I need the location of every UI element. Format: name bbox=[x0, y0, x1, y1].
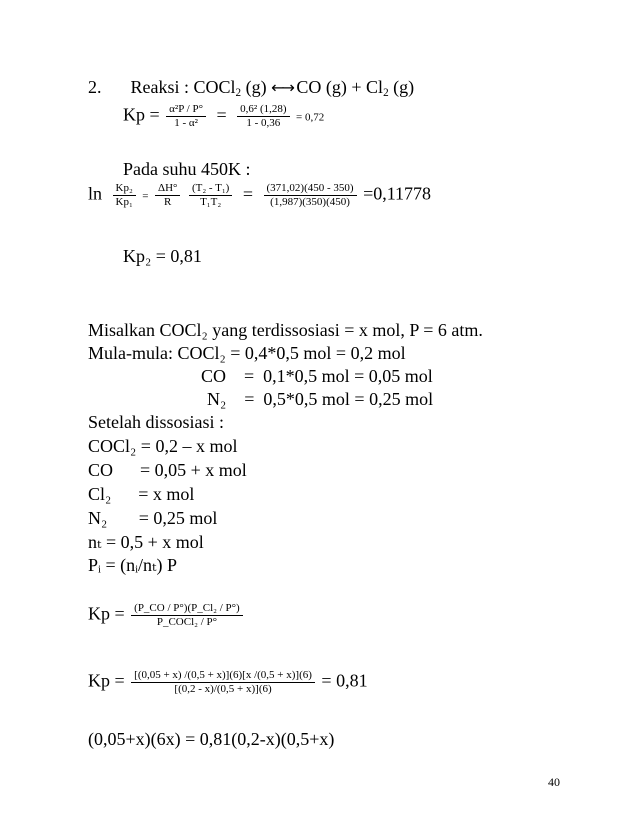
final-equation: (0,05+x)(6x) = 0,81(0,2-x)(0,5+x) bbox=[88, 729, 335, 749]
ln-frac4-den: (1,987)(350)(450) bbox=[270, 196, 350, 208]
page-number: 40 bbox=[548, 775, 560, 789]
reaction-phase: (g) bbox=[241, 77, 267, 97]
after-co-line: CO = 0,05 + x mol bbox=[88, 460, 247, 480]
kp1-lhs: Kp = bbox=[123, 104, 160, 125]
reaction-sub: 2 bbox=[235, 86, 242, 99]
kp4-frac bbox=[131, 670, 315, 695]
ln-frac1-den: Kp₁ bbox=[115, 196, 133, 208]
ln-frac3-den: T₁T₂ bbox=[200, 196, 222, 208]
kp1-frac2-num: 0,6² (1,28) bbox=[237, 104, 289, 117]
kp1-result: = 0,72 bbox=[296, 111, 325, 124]
ln-label: ln bbox=[88, 183, 103, 204]
after-cl2-line: Cl₂ = x mol bbox=[88, 484, 195, 504]
kp3-num: (P_CO / P°)(P_Cl₂ / P°) bbox=[131, 603, 243, 616]
ln-frac2 bbox=[155, 183, 180, 208]
kp3-den: P_COCl₂ / P° bbox=[156, 616, 218, 628]
total-moles-line: nₜ = 0,5 + x mol bbox=[88, 532, 204, 552]
reaction-label: Reaksi : COCl bbox=[130, 77, 236, 97]
kp2-line: Kp₂ = 0,81 bbox=[123, 246, 202, 266]
initial-n2-line: N₂ = 0,5*0,5 mol = 0,25 mol bbox=[207, 389, 434, 409]
initial-co-line: CO = 0,1*0,5 mol = 0,05 mol bbox=[201, 366, 433, 386]
reaction-right-phase: (g) bbox=[388, 77, 415, 97]
ln-result: =0,11778 bbox=[363, 183, 432, 204]
ln-frac3 bbox=[189, 183, 232, 208]
ln-frac1-num: Kp₂ bbox=[113, 183, 136, 196]
temperature-line: Pada suhu 450K : bbox=[123, 159, 251, 179]
kp4-lhs: Kp = bbox=[88, 670, 125, 691]
ln-eq2: = bbox=[242, 183, 253, 204]
kp3-lhs: Kp = bbox=[88, 603, 125, 624]
kp1-frac2 bbox=[237, 104, 289, 129]
item-number: 2. bbox=[88, 77, 102, 97]
kp-equation-3 bbox=[88, 603, 245, 628]
initial-cocl2-line: Mula-mula: COCl₂ = 0,4*0,5 mol = 0,2 mol bbox=[88, 343, 406, 363]
after-dissociation-line: Setelah dissosiasi : bbox=[88, 412, 224, 432]
kp-equation-4 bbox=[88, 670, 368, 695]
ln-frac2-num: ΔH° bbox=[155, 183, 180, 196]
kp4-result: = 0,81 bbox=[321, 670, 368, 691]
after-cocl2-line: COCl₂ = 0,2 – x mol bbox=[88, 436, 238, 456]
double-arrow-icon: ←→ bbox=[271, 78, 292, 97]
partial-pressure-line: Pᵢ = (nᵢ/nₜ) P bbox=[88, 555, 177, 575]
reaction-right: CO (g) + Cl bbox=[296, 77, 384, 97]
kp1-eq: = bbox=[216, 104, 227, 125]
kp1-frac1-den: 1 - α² bbox=[174, 117, 198, 129]
kp-equation-1 bbox=[123, 104, 324, 129]
after-n2-line: N₂ = 0,25 mol bbox=[88, 508, 218, 528]
assumption-line: Misalkan COCl₂ yang terdissosiasi = x mol, P = 6 atm. bbox=[88, 320, 483, 340]
ln-frac2-den: R bbox=[164, 196, 172, 208]
ln-frac4-num: (371,02)(450 - 350) bbox=[264, 183, 357, 196]
kp3-frac bbox=[131, 603, 243, 628]
kp4-den: [(0,2 - x)/(0,5 + x)](6) bbox=[174, 683, 272, 695]
kp4-num: [(0,05 + x) /(0,5 + x)](6)[x /(0,5 + x)](6) bbox=[131, 670, 315, 683]
ln-frac4 bbox=[264, 183, 357, 208]
ln-eq1: = bbox=[142, 190, 149, 203]
kp1-frac1 bbox=[166, 104, 206, 129]
kp1-frac2-den: 1 - 0,36 bbox=[246, 117, 281, 129]
reaction-line bbox=[88, 77, 415, 99]
ln-frac3-num: (T₂ - T₁) bbox=[189, 183, 232, 196]
kp1-frac1-num: α²P / P° bbox=[166, 104, 206, 117]
ln-equation bbox=[88, 183, 431, 208]
reaction-right-sub: 2 bbox=[383, 86, 389, 99]
ln-frac1 bbox=[113, 183, 136, 208]
